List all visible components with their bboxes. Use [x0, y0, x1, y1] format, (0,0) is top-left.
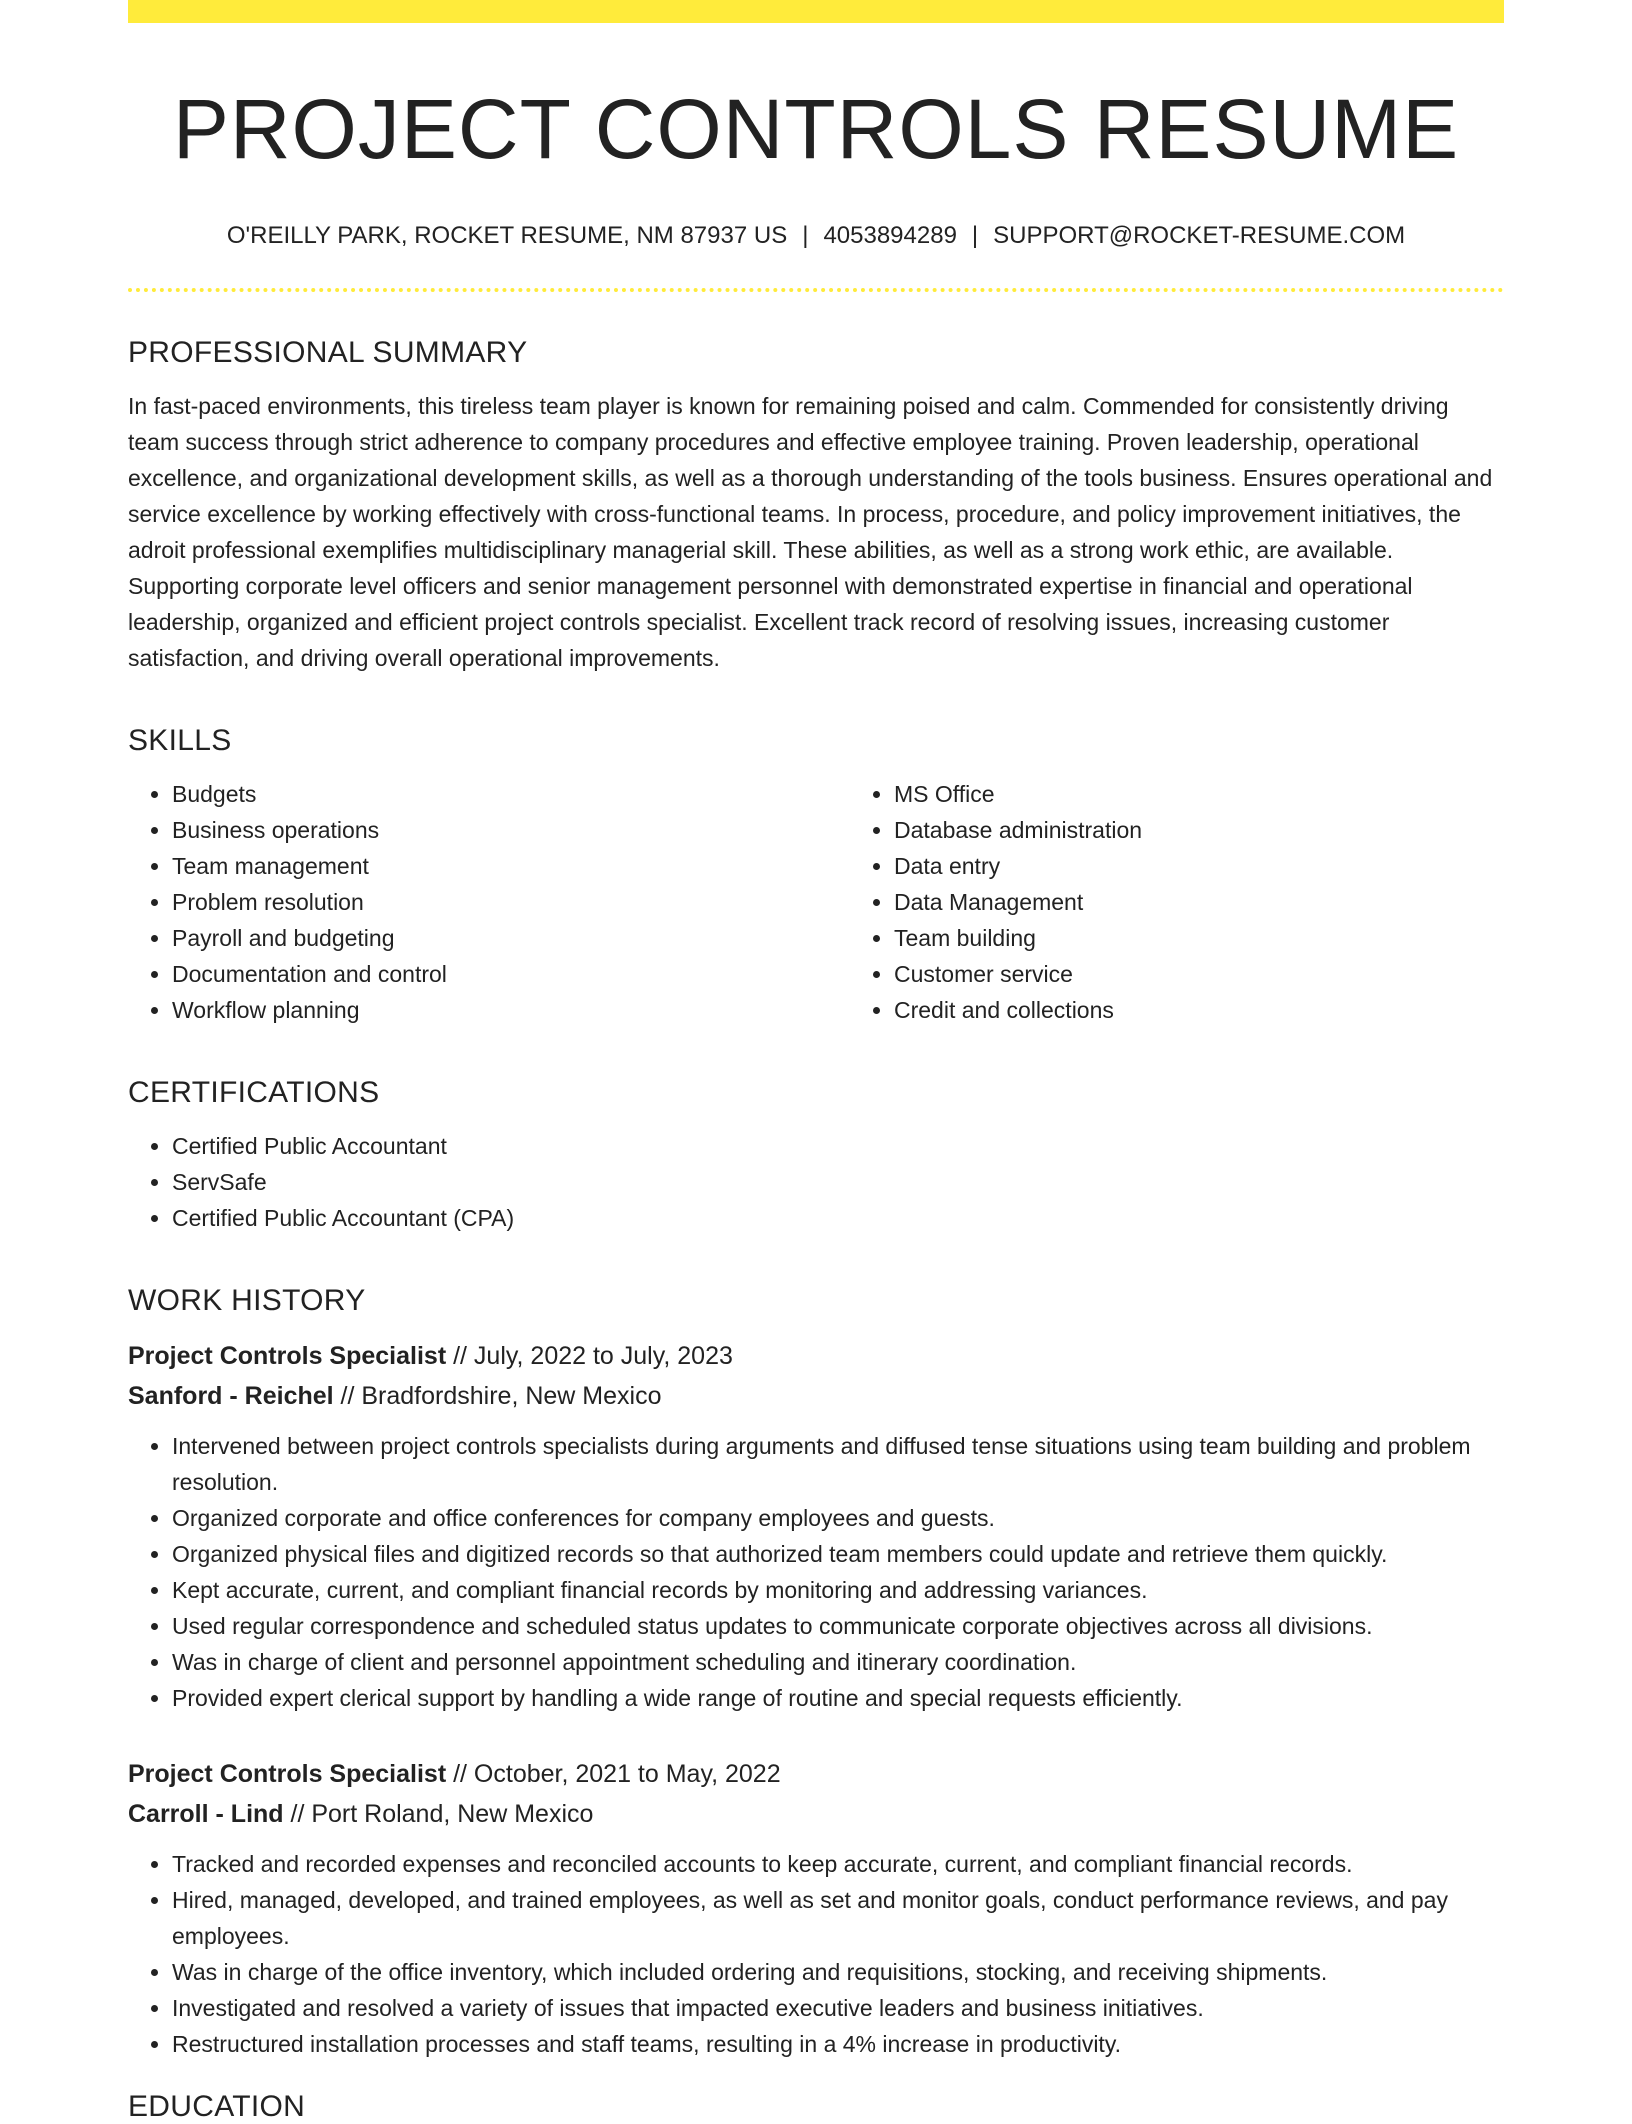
skills-section: [128, 724, 1504, 1028]
job-location: // Bradfordshire, New Mexico: [333, 1381, 662, 1410]
contact-email: SUPPORT@ROCKET-RESUME.COM: [993, 221, 1406, 249]
job-bullet: • Restructured installation processes and staff teams, resulting in a 4% increase in productivity.: [172, 2026, 1504, 2062]
skills-list-right: [850, 776, 1572, 1028]
skills-grid: [128, 776, 1504, 1028]
job-dates: // July, 2022 to July, 2023: [446, 1341, 733, 1370]
job-bullet: • Organized corporate and office conferences for company employees and guests.: [172, 1500, 1504, 1536]
job-company: Carroll - Lind: [128, 1799, 284, 1828]
job-bullet: • Used regular correspondence and scheduled status updates to communicate corporate objectives across all divisions.: [172, 1608, 1504, 1644]
job-bullet: • Intervened between project controls specialists during arguments and diffused tense situations using team building and problem resolution.: [172, 1428, 1504, 1500]
dotted-divider: [128, 288, 1504, 292]
skills-heading: SKILLS: [128, 723, 232, 757]
skill-item: • Business operations: [172, 812, 850, 848]
contact-address: O'REILLY PARK, ROCKET RESUME, NM 87937 US: [226, 221, 788, 249]
certifications-heading: CERTIFICATIONS: [128, 1075, 380, 1109]
skill-item: • Payroll and budgeting: [172, 920, 850, 956]
job-title: Project Controls Specialist: [128, 1759, 447, 1788]
skills-list-left: [128, 776, 850, 1028]
job-bullet: • Organized physical files and digitized records so that authorized team members could update and retrieve them quickly.: [172, 1536, 1504, 1572]
skill-item: • Documentation and control: [172, 956, 850, 992]
certification-item: • Certified Public Accountant (CPA): [172, 1200, 1504, 1236]
job-company-line: [128, 1794, 1504, 1834]
job-entry: [128, 1754, 1504, 2062]
job-company-line: [128, 1376, 1504, 1416]
job-bullets: [128, 1428, 1504, 1716]
skill-item: • Database administration: [894, 812, 1572, 848]
job-bullet: • Investigated and resolved a variety of issues that impacted executive leaders and business initiatives.: [172, 1990, 1504, 2026]
contact-separator: |: [971, 221, 979, 249]
skill-item: • Budgets: [172, 776, 850, 812]
job-bullet: • Tracked and recorded expenses and reconciled accounts to keep accurate, current, and compliant financial records.: [172, 1846, 1504, 1882]
job-dates: // October, 2021 to May, 2022: [446, 1759, 781, 1788]
skill-item: • Problem resolution: [172, 884, 850, 920]
skill-item: • Credit and collections: [894, 992, 1572, 1028]
job-title: Project Controls Specialist: [128, 1341, 447, 1370]
skill-item: • Team management: [172, 848, 850, 884]
contact-line: [128, 222, 1504, 250]
contact-separator: |: [802, 221, 809, 249]
top-accent-bar: [128, 0, 1504, 23]
skill-item: • MS Office: [894, 776, 1572, 812]
page-title: PROJECT CONTROLS RESUME: [172, 82, 1460, 176]
job-bullet: • Was in charge of the office inventory, which included ordering and requisitions, stocking, and receiving shipments.: [172, 1954, 1504, 1990]
certification-item: • Certified Public Accountant: [172, 1128, 1504, 1164]
summary-text: In fast-paced environments, this tireless team player is known for remaining poised and calm. Commended for consistently driving team success through strict adherence to company procedures and effective employee training. Proven leadership, operational excellence, and organizational development skills, as well as a thorough understanding of the tools business. Ensures operational and service excellence by working effectively with cross-functional teams. In process, procedure, and policy improvement initiatives, the adroit professional exemplifies multidisciplinary managerial skill. These abilities, as well as a strong work ethic, are available. Supporting corporate level officers and senior management personnel with demonstrated expertise in financial and operational leadership, organized and efficient project controls specialist. Excellent track record of resolving issues, increasing customer satisfaction, and driving overall operational improvements.: [128, 392, 1493, 671]
job-title-line: [128, 1754, 1504, 1794]
work-history-section: [128, 1284, 1504, 2062]
job-company: Sanford - Reichel: [128, 1381, 334, 1410]
job-bullet: • Kept accurate, current, and compliant financial records by monitoring and addressing variances.: [172, 1572, 1504, 1608]
skill-item: • Team building: [894, 920, 1572, 956]
job-bullet: • Was in charge of client and personnel appointment scheduling and itinerary coordination.: [172, 1644, 1504, 1680]
job-bullet: • Hired, managed, developed, and trained employees, as well as set and monitor goals, conduct performance reviews, and pay employees.: [172, 1882, 1504, 1954]
certifications-list: [128, 1128, 1504, 1236]
job-bullets: [128, 1846, 1504, 2062]
summary-section: [128, 336, 1504, 676]
education-heading: EDUCATION: [128, 2090, 306, 2123]
skill-item: • Workflow planning: [172, 992, 850, 1028]
work-history-heading: WORK HISTORY: [128, 1283, 366, 1317]
resume-page: [128, 0, 1504, 2100]
job-location: // Port Roland, New Mexico: [283, 1799, 594, 1828]
job-bullet: • Provided expert clerical support by handling a wide range of routine and special requests efficiently.: [172, 1680, 1504, 1716]
skill-item: • Data Management: [894, 884, 1572, 920]
skill-item: • Customer service: [894, 956, 1572, 992]
certifications-section: [128, 1076, 1504, 1236]
skill-item: • Data entry: [894, 848, 1572, 884]
contact-phone: 4053894289: [823, 221, 957, 249]
job-title-line: [128, 1336, 1504, 1376]
summary-heading: PROFESSIONAL SUMMARY: [128, 335, 528, 369]
job-entry: [128, 1336, 1504, 1716]
certification-item: • ServSafe: [172, 1164, 1504, 1200]
